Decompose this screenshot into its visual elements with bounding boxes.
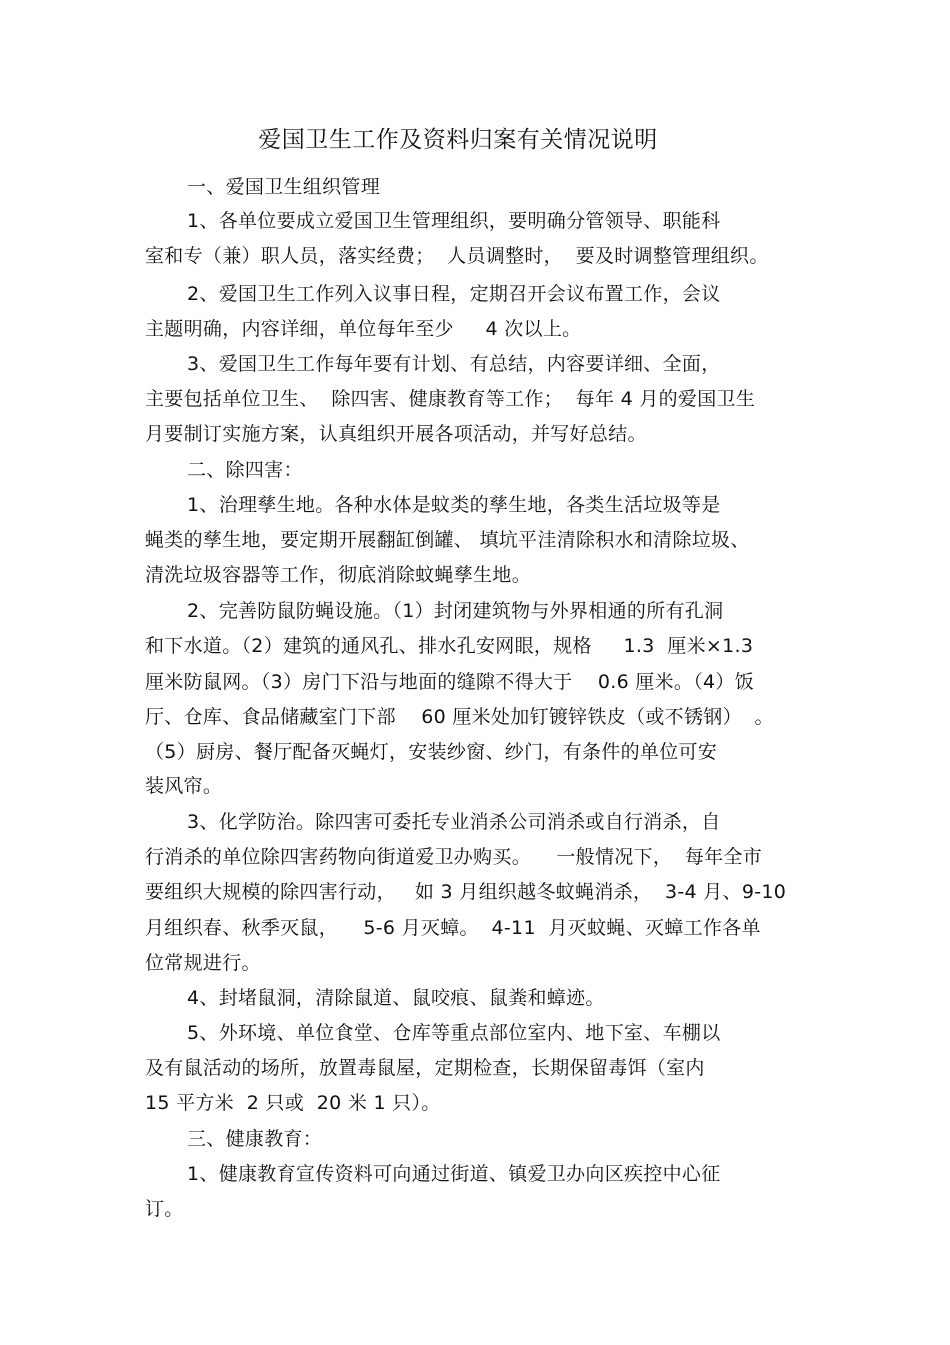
paragraph-line: 4、封堵鼠洞，清除鼠道、鼠咬痕、鼠粪和蟑迹。 bbox=[187, 987, 605, 1009]
paragraph-line: 蝇类的孳生地，要定期开展翻缸倒罐、 填坑平洼清除积水和清除垃圾、 bbox=[145, 529, 750, 551]
paragraph-line: 月要制订实施方案，认真组织开展各项活动，并写好总结。 bbox=[145, 423, 647, 445]
paragraph-line: 订。 bbox=[145, 1198, 184, 1220]
paragraph-line: 主题明确，内容详细，单位每年至少 4 次以上。 bbox=[145, 318, 582, 340]
paragraph-line: 月组织春、秋季灭鼠， 5-6 月灭蟑。 4-11 月灭蚊蝇、灭蟑工作各单 bbox=[145, 917, 761, 939]
paragraph-line: 要组织大规模的除四害行动， 如 3 月组织越冬蚊蝇消杀， 3-4 月、9-10 bbox=[145, 881, 787, 903]
paragraph-line: 2、完善防鼠防蝇设施。（1）封闭建筑物与外界相通的所有孔洞 bbox=[187, 600, 724, 622]
paragraph-line: 1、治理孳生地。各种水体是蚊类的孳生地，各类生活垃圾等是 bbox=[187, 494, 721, 516]
paragraph-line: 清洗垃圾容器等工作，彻底消除蚊蝇孳生地。 bbox=[145, 564, 532, 586]
paragraph-line: 厘米防鼠网。（3）房门下沿与地面的缝隙不得大于 0.6 厘米。（4）饭 bbox=[145, 671, 754, 693]
section-heading-health-education: 三、健康教育： bbox=[187, 1128, 323, 1150]
paragraph-line: 和下水道。（2）建筑的通风孔、排水孔安网眼，规格 1.3 厘米×1.3 bbox=[145, 635, 754, 657]
paragraph-line: 1、各单位要成立爱国卫生管理组织，要明确分管领导、职能科 bbox=[187, 210, 721, 232]
paragraph-line: （5）厨房、餐厅配备灭蝇灯，安装纱窗、纱门，有条件的单位可安 bbox=[145, 741, 718, 763]
section-heading-pest-control: 二、除四害： bbox=[187, 459, 303, 481]
paragraph-line: 1、健康教育宣传资料可向通过街道、镇爱卫办向区疾控中心征 bbox=[187, 1163, 721, 1185]
section-heading-organization: 一、爱国卫生组织管理 bbox=[187, 176, 381, 198]
paragraph-line: 主要包括单位卫生、 除四害、健康教育等工作； 每年 4 月的爱国卫生 bbox=[145, 388, 756, 410]
paragraph-line: 行消杀的单位除四害药物向街道爱卫办购买。 一般情况下， 每年全市 bbox=[145, 846, 763, 868]
paragraph-line: 5、外环境、单位食堂、仓库等重点部位室内、地下室、车棚以 bbox=[187, 1022, 721, 1044]
page-title: 爱国卫生工作及资料归案有关情况说明 bbox=[258, 127, 658, 153]
paragraph-line: 3、爱国卫生工作每年要有计划、有总结，内容要详细、全面， bbox=[187, 353, 721, 375]
paragraph-line: 厅、仓库、食品储藏室门下部 60 厘米处加钉镀锌铁皮（或不锈钢） 。 bbox=[145, 706, 774, 728]
paragraph-line: 位常规进行。 bbox=[145, 952, 261, 974]
paragraph-line: 装风帘。 bbox=[145, 775, 223, 797]
paragraph-line: 15 平方米 2 只或 20 米 1 只）。 bbox=[145, 1092, 441, 1114]
paragraph-line: 及有鼠活动的场所，放置毒鼠屋，定期检查，长期保留毒饵（室内 bbox=[145, 1057, 705, 1079]
paragraph-line: 2、爱国卫生工作列入议事日程，定期召开会议布置工作，会议 bbox=[187, 283, 721, 305]
paragraph-line: 室和专（兼）职人员，落实经费； 人员调整时， 要及时调整管理组织。 bbox=[145, 245, 769, 267]
paragraph-line: 3、化学防治。除四害可委托专业消杀公司消杀或自行消杀，自 bbox=[187, 811, 721, 833]
